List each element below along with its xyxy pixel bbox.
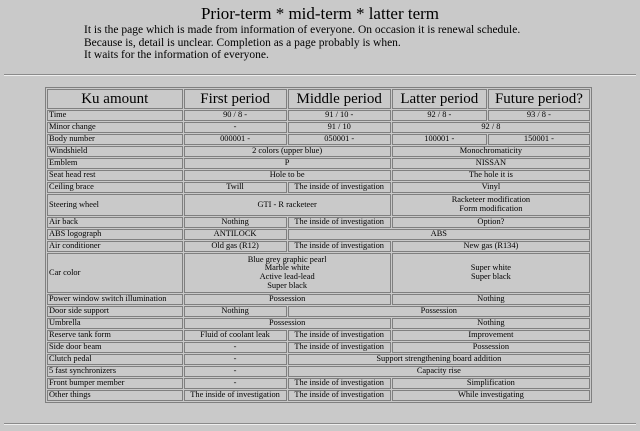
table-row <box>47 182 590 193</box>
cell-line: Super black <box>267 280 308 290</box>
table-row <box>47 158 590 169</box>
table-cell: Hole to be <box>184 170 391 181</box>
table-cell: 92 / 8 - <box>392 110 487 121</box>
header-first-period: First period <box>184 89 287 109</box>
table-cell: GTI - R racketeer <box>184 194 391 216</box>
table-cell: Support strengthening board addition <box>288 354 590 365</box>
table-cell: Possession <box>184 294 391 305</box>
table-cell: The inside of investigation <box>288 241 391 252</box>
table-cell: 000001 - <box>184 134 287 145</box>
table-cell <box>392 253 590 293</box>
table-cell <box>184 253 391 293</box>
table-cell: Nothing <box>184 306 287 317</box>
table-cell: The inside of investigation <box>288 378 391 389</box>
table-cell: Possession <box>184 318 391 329</box>
table-row <box>47 306 590 317</box>
table-cell: 91 / 10 <box>288 122 391 133</box>
row-label: Minor change <box>47 122 183 133</box>
table-row <box>47 194 590 216</box>
table-cell: Possession <box>288 306 590 317</box>
row-label: Clutch pedal <box>47 354 183 365</box>
table-cell: 050001 - <box>288 134 391 145</box>
row-label: Windshield <box>47 146 183 157</box>
table-cell: - <box>184 354 287 365</box>
table-row <box>47 342 590 353</box>
top-divider <box>4 74 636 76</box>
table-cell: Possession <box>392 342 590 353</box>
table-row <box>47 134 590 145</box>
table-row <box>47 122 590 133</box>
table-cell: The inside of investigation <box>184 390 287 401</box>
row-label: Air conditioner <box>47 241 183 252</box>
table-cell: Vinyl <box>392 182 590 193</box>
table-cell: 150001 - <box>488 134 590 145</box>
row-label: Steering wheel <box>47 194 183 216</box>
header-middle-period: Middle period <box>288 89 391 109</box>
cell-line: Active lead-lead <box>259 272 315 281</box>
cell-line: Blue grey graphic pearl <box>247 254 327 264</box>
row-label: ABS logograph <box>47 229 183 240</box>
table-row <box>47 229 590 240</box>
table-cell: Simplification <box>392 378 590 389</box>
table-cell: New gas (R134) <box>392 241 590 252</box>
table-row <box>47 378 590 389</box>
table-row <box>47 354 590 365</box>
bottom-divider <box>4 423 636 425</box>
table-cell: Improvement <box>392 330 590 341</box>
row-label: 5 fast synchronizers <box>47 366 183 377</box>
row-label: Door side support <box>47 306 183 317</box>
table-cell: The inside of investigation <box>288 390 391 401</box>
table-cell: 92 / 8 <box>392 122 590 133</box>
table-cell: - <box>184 122 287 133</box>
row-label: Front bumper member <box>47 378 183 389</box>
row-label: Umbrella <box>47 318 183 329</box>
table-cell: P <box>184 158 391 169</box>
table-cell: Nothing <box>392 294 590 305</box>
table-cell: NISSAN <box>392 158 590 169</box>
table-cell: - <box>184 342 287 353</box>
table-cell: Fluid of coolant leak <box>184 330 287 341</box>
table-cell: The inside of investigation <box>288 330 391 341</box>
table-row <box>47 390 590 401</box>
table-cell: 91 / 10 - <box>288 110 391 121</box>
page-title: Prior-term * mid-term * latter term <box>200 4 440 23</box>
spec-table <box>45 87 592 403</box>
intro-line: It is the page which is made from information of everyone. On occasion it is renewal schedule. <box>84 24 521 36</box>
row-label: Seat head rest <box>47 170 183 181</box>
cell-line: Form modification <box>459 204 523 213</box>
intro-line: It waits for the information of everyone. <box>84 49 269 61</box>
table-row <box>47 146 590 157</box>
row-label: Side door beam <box>47 342 183 353</box>
table-row <box>47 110 590 121</box>
row-label: Other things <box>47 390 183 401</box>
table-cell: The hole it is <box>392 170 590 181</box>
table-row <box>47 241 590 252</box>
cell-line: Racketeer modification <box>451 195 531 205</box>
table-row <box>47 217 590 228</box>
table-header-row <box>47 89 590 109</box>
table-row <box>47 330 590 341</box>
table-row <box>47 294 590 305</box>
table-cell: ABS <box>288 229 590 240</box>
header-future-period: Future period? <box>488 89 590 109</box>
table-cell: Nothing <box>392 318 590 329</box>
intro-text <box>84 24 520 62</box>
table-cell: Capacity rise <box>288 366 590 377</box>
table-cell: 100001 - <box>392 134 487 145</box>
table-cell: The inside of investigation <box>288 217 391 228</box>
table-cell: Monochromaticity <box>392 146 590 157</box>
table-cell: 93 / 8 - <box>488 110 590 121</box>
cell-line: Super black <box>471 272 511 281</box>
table-row <box>47 253 590 293</box>
table-cell: Option? <box>392 217 590 228</box>
table-row <box>47 318 590 329</box>
table-cell: Twill <box>184 182 287 193</box>
cell-line: Marble white <box>264 263 310 273</box>
table-cell: Nothing <box>184 217 287 228</box>
table-cell: ANTILOCK <box>184 229 287 240</box>
header-ku-amount: Ku amount <box>47 89 183 109</box>
table-cell: The inside of investigation <box>288 182 391 193</box>
table-cell <box>392 194 590 216</box>
table-row <box>47 170 590 181</box>
row-label: Power window switch illumination <box>47 294 183 305</box>
table-cell: While investigating <box>392 390 590 401</box>
header-latter-period: Latter period <box>392 89 487 109</box>
row-label: Time <box>47 110 183 121</box>
table-cell: - <box>184 366 287 377</box>
cell-line: Super white <box>470 263 512 273</box>
row-label: Ceiling brace <box>47 182 183 193</box>
row-label: Car color <box>47 253 183 293</box>
table-cell: Old gas (R12) <box>184 241 287 252</box>
table-cell: 90 / 8 - <box>184 110 287 121</box>
table-cell: - <box>184 378 287 389</box>
table-cell: The inside of investigation <box>288 342 391 353</box>
row-label: Air back <box>47 217 183 228</box>
intro-line: Because is, detail is unclear. Completion as a page probably is when. <box>84 36 401 49</box>
row-label: Reserve tank form <box>47 330 183 341</box>
row-label: Body number <box>47 134 183 145</box>
table-cell: 2 colors (upper blue) <box>184 146 391 157</box>
row-label: Emblem <box>47 158 183 169</box>
table-row <box>47 366 590 377</box>
